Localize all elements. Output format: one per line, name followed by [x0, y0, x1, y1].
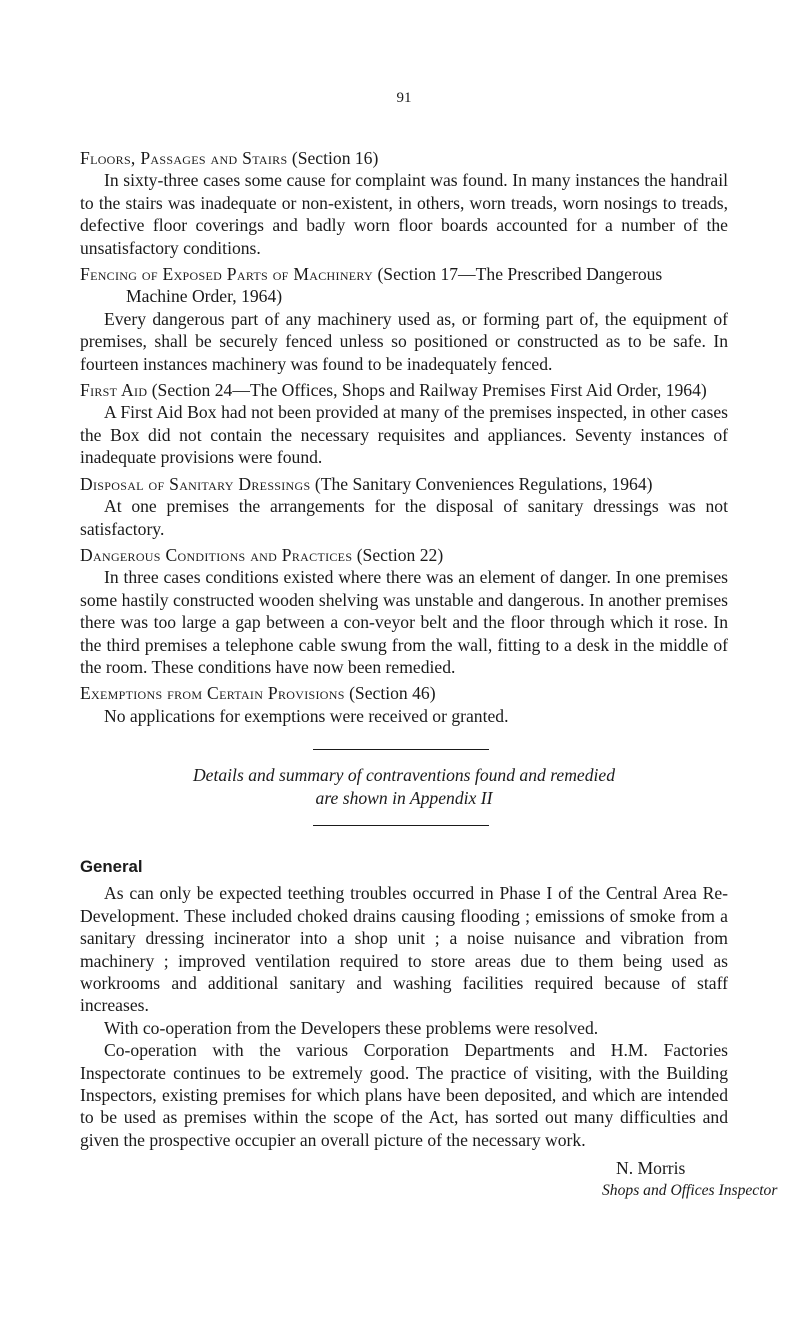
signature-block	[80, 1157, 778, 1202]
section-paragraph: No applications for exemptions were received or granted.	[104, 705, 509, 726]
section-heading-title: Dangerous Conditions and Practices	[80, 544, 353, 565]
section-paragraph: Every dangerous part of any machinery used as, or forming part of, the equipment of premises, shall be securely fenced unless so positioned or constructed as to be safe. In fourteen instances machinery was found to be inadequately fenced.	[80, 308, 728, 374]
section-floors-passages-stairs	[80, 147, 728, 259]
page-number: 91	[396, 90, 412, 106]
section-heading-reference: (Section 46)	[349, 683, 436, 704]
section-heading	[80, 682, 728, 704]
general-paragraph: Co-operation with the various Corporation Departments and H.M. Factories Inspectorate continues to be extremely good. The practice of visiting, with the Building Inspectors, existing premises for which plans have been deposited, and which are intended to be used as premises within the scope of the Act, has sorted out many difficulties and given the prospective occupier an overall picture of the necessary work.	[80, 1040, 728, 1150]
general-heading: General	[80, 856, 143, 876]
divider-rule	[313, 825, 489, 826]
section-heading-title: Disposal of Sanitary Dressings	[80, 473, 311, 494]
section-heading-reference: (The Sanitary Conveniences Regulations, 1964)	[314, 473, 653, 494]
section-heading-reference: (Section 17—The Prescribed Dangerous Machine Order, 1964)	[126, 264, 663, 307]
section-heading-reference: (Section 24—The Offices, Shops and Railway Premises First Aid Order, 1964)	[151, 380, 707, 401]
section-heading	[80, 379, 728, 401]
general-paragraph: With co-operation from the Developers these problems were resolved.	[104, 1017, 599, 1038]
general-paragraph: As can only be expected teething troubles occurred in Phase I of the Central Area Re-Development. These included choked drains causing flooding ; emissions of smoke from a sanitary dressing incinerator into a shop unit ; a noise nuisance and vibration from machinery ; improved ventilation required to store areas due to them being used as workrooms and additional sanitary and washing facilities required because of staff increases.	[80, 883, 728, 1016]
section-heading-title: First Aid	[80, 380, 148, 401]
section-heading-reference: (Section 16)	[291, 148, 379, 168]
section-dangerous-conditions	[80, 544, 728, 678]
section-paragraph: In sixty-three cases some cause for complaint was found. In many instances the handrail to the stairs was inadequate or non-existent, in others, worn treads, worn nosings to treads, defective floor coverings and badly worn floor boards accounted for a number of the unsatisfactory conditions.	[80, 170, 728, 258]
section-heading-title: Fencing of Exposed Parts of Machinery	[80, 264, 374, 285]
section-heading	[80, 544, 728, 566]
section-fencing-machinery	[80, 263, 728, 375]
document-body	[80, 147, 778, 1202]
appendix-note-line: Details and summary of contraventions found and remedied	[192, 765, 616, 786]
section-heading-title: Floors, Passages and Stairs	[80, 148, 288, 168]
section-paragraph: A First Aid Box had not been provided at many of the premises inspected, in other cases the Box did not contain the necessary requisites and appliances. Seventy instances of inadequate provisions were found.	[80, 402, 728, 468]
appendix-note-line: are shown in Appendix II	[315, 787, 493, 808]
section-first-aid	[80, 379, 728, 469]
section-heading	[80, 263, 728, 308]
section-sanitary-dressings	[80, 473, 728, 540]
section-exemptions	[80, 682, 728, 727]
section-heading-title: Exemptions from Certain Provisions	[80, 683, 345, 704]
section-general	[80, 856, 728, 1151]
section-heading	[80, 473, 728, 495]
signatory-name: N. Morris	[616, 1158, 686, 1179]
section-paragraph: At one premises the arrangements for the disposal of sanitary dressings was not satisfactory.	[80, 496, 728, 539]
signatory-role: Shops and Offices Inspector	[602, 1181, 778, 1199]
section-paragraph: In three cases conditions existed where there was an element of danger. In one premises some hastily constructed wooden shelving was unstable and dangerous. In another premises there was too large a gap between a con-veyor belt and the floor through which it rose. In the third premises a telephone cable swung from the wall, fitting to a desk in the middle of the room. These conditions have now been remedied.	[80, 567, 728, 677]
divider-rule	[313, 749, 489, 750]
section-heading	[80, 147, 728, 169]
section-heading-reference: (Section 22)	[356, 544, 444, 565]
